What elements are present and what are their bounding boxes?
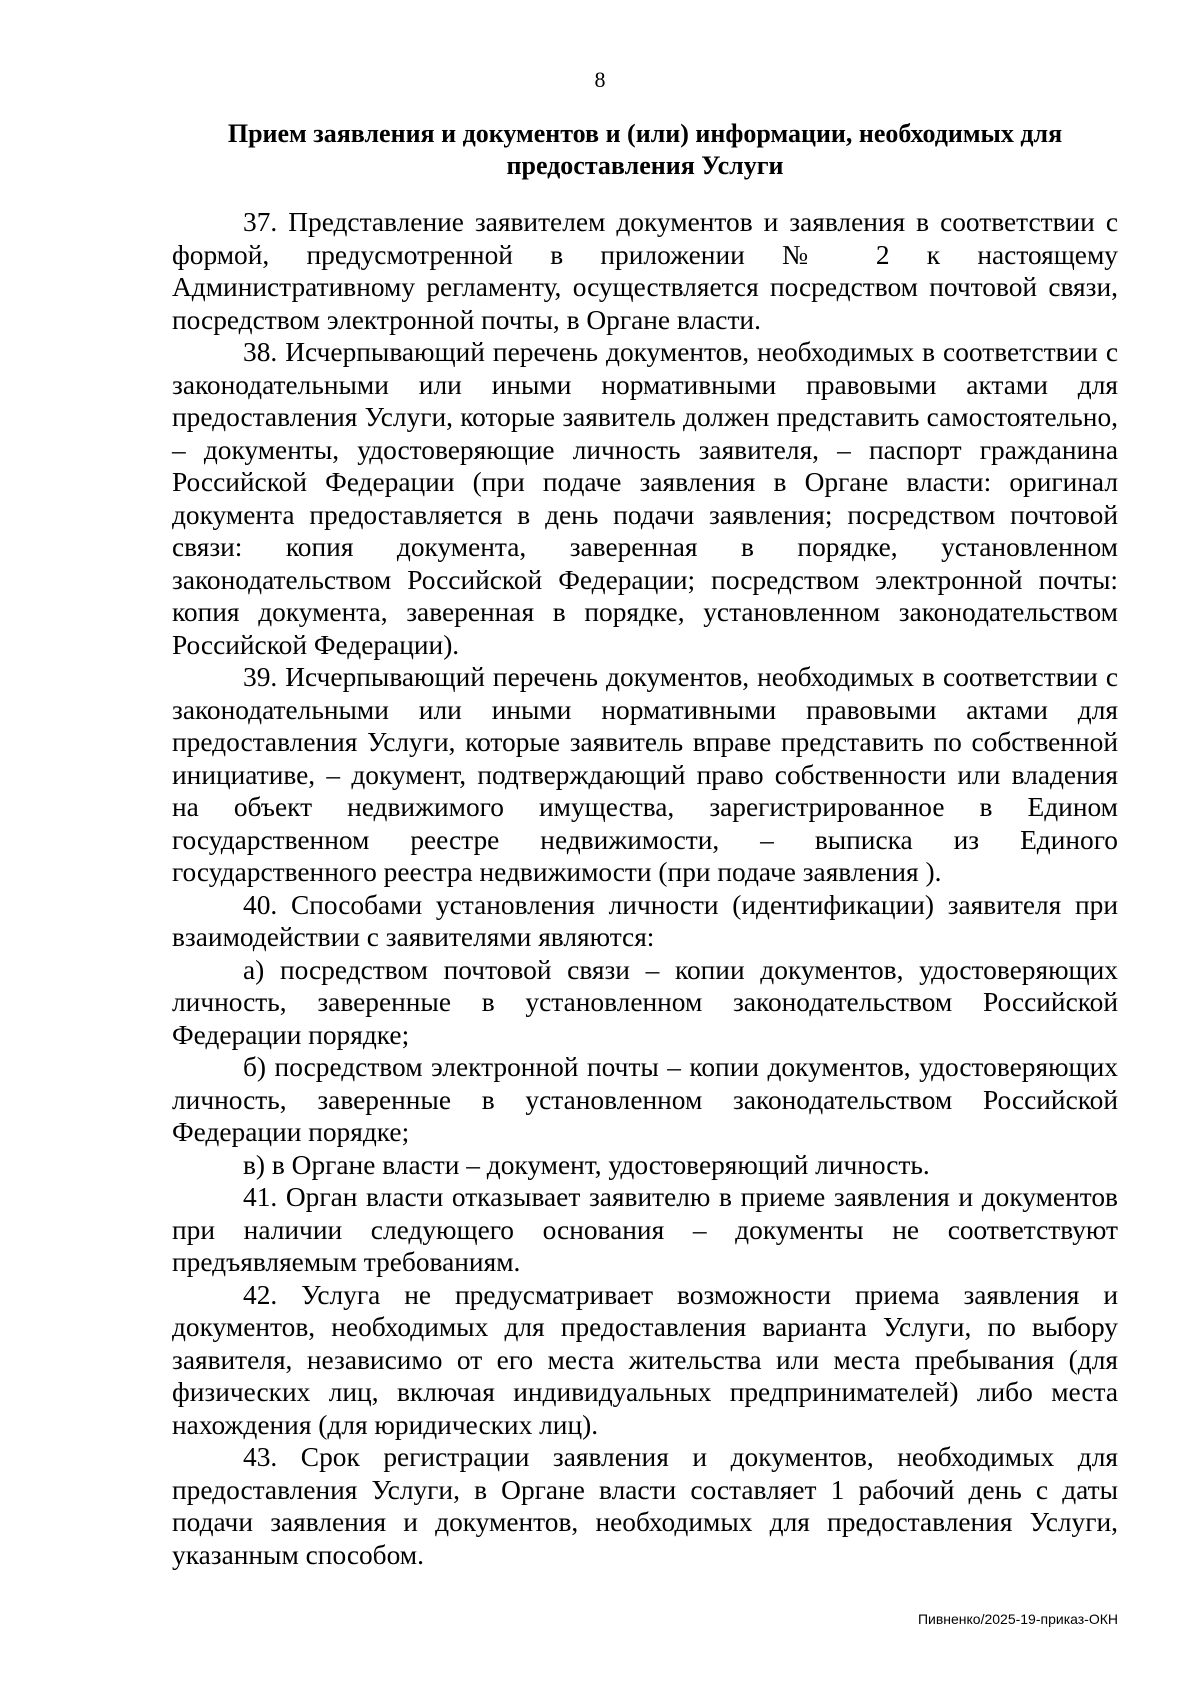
- page-number: 8: [594, 67, 606, 92]
- paragraph-37: 37. Представление заявителем документов и заявления в соответствии с формой, предусмотренной в приложении № 2 к настоящему Административному регламенту, осуществляется посредством почтовой связи, посредством электронной почты, в Органе власти.: [172, 207, 1118, 335]
- paragraph-43: 43. Срок регистрации заявления и документов, необходимых для предоставления Услуги, в Органе власти составляет 1 рабочий день с даты подачи заявления и документов, необходимых для предоставления Услуги, указанным способом.: [172, 1442, 1118, 1570]
- paragraph-40: 40. Способами установления личности (идентификации) заявителя при взаимодействии с заявителями являются:: [172, 889, 1118, 952]
- paragraph-41: 41. Орган власти отказывает заявителю в приеме заявления и документов при наличии следующего основания – документы не соответствуют предъявляемым требованиям.: [172, 1182, 1118, 1277]
- document-code-footer: Пивненко/2025-19-приказ-ОКН: [917, 1611, 1118, 1627]
- paragraph-38: 38. Исчерпывающий перечень документов, необходимых в соответствии с законодательными или иными нормативными правовыми актами для предоставления Услуги, которые заявитель должен представить самостоятельно, – документы, удостоверяющие личность заявителя, – паспорт гражданина Российской Федерации (при подаче заявления в Органе власти: оригинал документа предоставляется в день подачи заявления; посредством почтовой связи: копия документа, заверенная в порядке, установленном законодательством Российской Федерации; посредством электронной почты: копия документа, заверенная в порядке, установленном законодательством Российской Федерации).: [172, 337, 1118, 660]
- paragraph-42: 42. Услуга не предусматривает возможности приема заявления и документов, необходимых для предоставления варианта Услуги, по выбору заявителя, независимо от его места жительства или места пребывания (для физических лиц, включая индивидуальных предпринимателей) либо места нахождения (для юридических лиц).: [172, 1279, 1118, 1440]
- section-heading: Прием заявления и документов и (или) информации, необходимых для предоставления Услуги: [227, 119, 1063, 180]
- paragraph-40-b: б) посредством электронной почты – копии документов, удостоверяющих личность, заверенные в установленном законодательством Российской Федерации порядке;: [172, 1052, 1118, 1147]
- paragraph-39: 39. Исчерпывающий перечень документов, необходимых в соответствии с законодательными или иными нормативными правовыми актами для предоставления Услуги, которые заявитель вправе представить по собственной инициативе, – документ, подтверждающий право собственности или владения на объект недвижимого имущества, зарегистрированное в Едином государственном реестре недвижимости, – выписка из Единого государственного реестра недвижимости (при подаче заявления ).: [172, 662, 1118, 887]
- document-body: [172, 206, 1118, 1571]
- paragraph-40-a: а) посредством почтовой связи – копии документов, удостоверяющих личность, заверенные в установленном законодательством Российской Федерации порядке;: [172, 954, 1118, 1050]
- paragraph-40-v: в) в Органе власти – документ, удостоверяющий личность.: [243, 1149, 930, 1180]
